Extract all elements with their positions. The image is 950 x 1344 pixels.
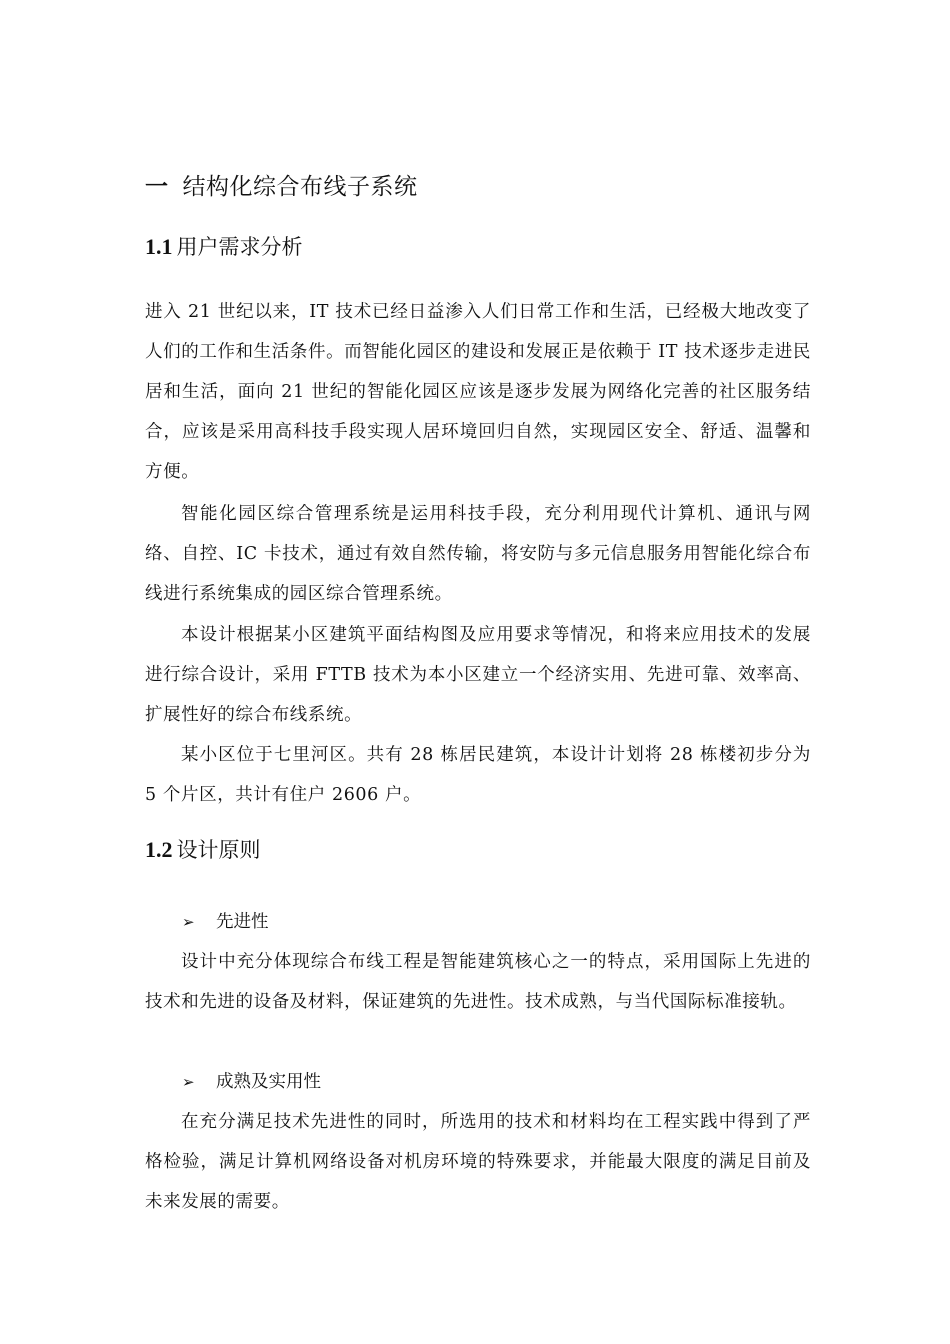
paragraph: 进入 21 世纪以来，IT 技术已经日益渗入人们日常工作和生活，已经极大地改变了人们的工作和生活条件。而智能化园区的建设和发展正是依赖于 IT 技术逐步走进民居和生活，面向 21 世纪的智能化园区应该是逐步发展为网络化完善的社区服务结合，应该是采用高科技手段实现人居环境回归自然，实现园区安全、舒适、温馨和方便。: [145, 302, 811, 482]
paragraph: 设计中充分体现综合布线工程是智能建筑核心之一的特点，采用国际上先进的技术和先进的设备及材料，保证建筑的先进性。技术成熟，与当代国际标准接轨。: [145, 952, 811, 1012]
bullet-heading: 成熟及实用性: [216, 1072, 321, 1092]
section-heading-1-1: [145, 231, 303, 261]
section-number: 1.1: [145, 234, 173, 259]
section-heading-1-2: [145, 834, 261, 864]
arrow-bullet-icon: ➢: [182, 1073, 195, 1091]
paragraph: 在充分满足技术先进性的同时，所选用的技术和材料均在工程实践中得到了严格检验，满足计算机网络设备对机房环境的特殊要求，并能最大限度的满足目前及未来发展的需要。: [145, 1112, 811, 1212]
chapter-title-text: 结构化综合布线子系统: [182, 174, 418, 200]
bullet-item: [182, 1062, 321, 1102]
paragraph: 本设计根据某小区建筑平面结构图及应用要求等情况，和将来应用技术的发展进行综合设计，采用 FTTB 技术为本小区建立一个经济实用、先进可靠、效率高、扩展性好的综合布线系统。: [145, 625, 811, 725]
section-title: 设计原则: [176, 838, 261, 862]
section-title: 用户需求分析: [176, 235, 303, 259]
arrow-bullet-icon: ➢: [182, 913, 195, 931]
paragraph: 智能化园区综合管理系统是运用科技手段，充分利用现代计算机、通讯与网络、自控、IC 卡技术，通过有效自然传输，将安防与多元信息服务用智能化综合布线进行系统集成的园区综合管理系统。: [145, 504, 811, 604]
paragraph: 某小区位于七里河区。共有 28 栋居民建筑，本设计计划将 28 栋楼初步分为 5 个片区，共计有住户 2606 户。: [145, 745, 811, 805]
chapter-title: [145, 168, 418, 201]
bullet-item: [182, 902, 269, 942]
section-number: 1.2: [145, 837, 173, 862]
chapter-number: 一: [145, 174, 169, 200]
bullet-heading: 先进性: [216, 912, 269, 932]
